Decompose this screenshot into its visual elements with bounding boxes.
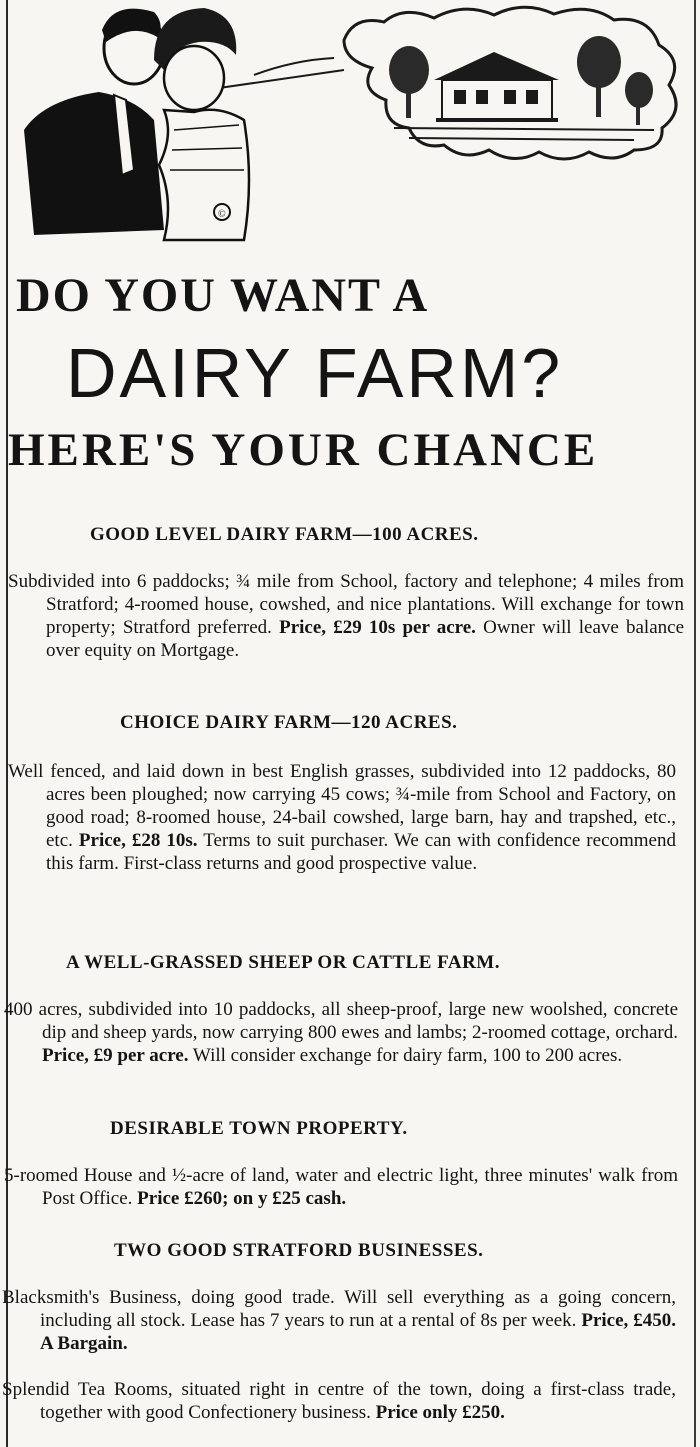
listing-body-2: Well fenced, and laid down in best English grasses, subdivided into 12 paddocks, 80 acres been ploughed; now carrying 45 cows; ¾-mile from School and Factory, on good road; 8-roomed house, 24-bail cowshed, large barn, hay and trapshed, etc., etc. Price, £28 10s. Terms to suit purchaser. We can with confidence recommend this farm. First-class returns and good prospective value. xyxy=(8,761,676,874)
listing-price-5: Price, £450. A Bargain. xyxy=(40,1310,676,1354)
column-rule-left xyxy=(6,0,8,1447)
couple-dreaming-illustration xyxy=(14,0,694,248)
listing-price-4: Price £260; on y £25 cash. xyxy=(137,1188,347,1209)
listing-price-3: Price, £9 per acre. xyxy=(42,1045,189,1066)
listing-body-6: Splendid Tea Rooms, situated right in centre of the town, doing a first-class trade, together with good Confectionery business. Price only £250. xyxy=(2,1379,676,1423)
listing-title-3: A WELL-GRASSED SHEEP OR CATTLE FARM. xyxy=(66,952,500,973)
farmhouse-icon xyxy=(434,52,559,122)
listing-price-1: Price, £29 10s per acre. xyxy=(279,617,476,638)
column-rule-right xyxy=(694,0,696,1447)
listing-body-3: 400 acres, subdivided into 10 paddocks, all sheep-proof, large new woolshed, concrete dip and sheep yards, now carrying 800 ewes and lambs; 2-roomed cottage, orchard. Price, £9 per acre. Will consider exchange for dairy farm, 100 to 200 acres. xyxy=(4,999,678,1066)
listing-title-5: TWO GOOD STRATFORD BUSINESSES. xyxy=(114,1240,484,1261)
headline-line-1: DO YOU WANT A xyxy=(16,269,430,322)
woman-figure xyxy=(154,8,249,240)
headline-line-3: HERE'S YOUR CHANCE xyxy=(8,424,599,476)
man-figure xyxy=(24,9,164,235)
listing-body-4: 5-roomed House and ½-acre of land, water and electric light, three minutes' walk from Post Office. Price £260; on y £25 cash. xyxy=(4,1165,678,1209)
copyright-mark: © xyxy=(218,209,226,220)
listing-price-2: Price, £28 10s. xyxy=(78,830,198,851)
dream-trail xyxy=(219,58,344,88)
listing-price-6: Price only £250. xyxy=(375,1402,505,1423)
field-lines xyxy=(394,128,654,140)
listing-body-5: Blacksmith's Business, doing good trade. Will sell everything as a going concern, including all stock. Lease has 7 years to run at a rental of 8s per week. Price, £450. A Bargain. xyxy=(2,1287,676,1354)
listing-body-1: Subdivided into 6 paddocks; ¾ mile from School, factory and telephone; 4 miles from Stratford; 4-roomed house, cowshed, and nice plantations. Will exchange for town property; Stratford preferred. Price, £29 10s per acre. Owner will leave balance over equity on Mortgage. xyxy=(8,571,685,661)
listing-title-1: GOOD LEVEL DAIRY FARM—100 ACRES. xyxy=(90,524,479,545)
listing-title-4: DESIRABLE TOWN PROPERTY. xyxy=(110,1118,408,1139)
listing-title-2: CHOICE DAIRY FARM—120 ACRES. xyxy=(120,712,458,733)
headline-line-2: DAIRY FARM? xyxy=(66,334,564,412)
